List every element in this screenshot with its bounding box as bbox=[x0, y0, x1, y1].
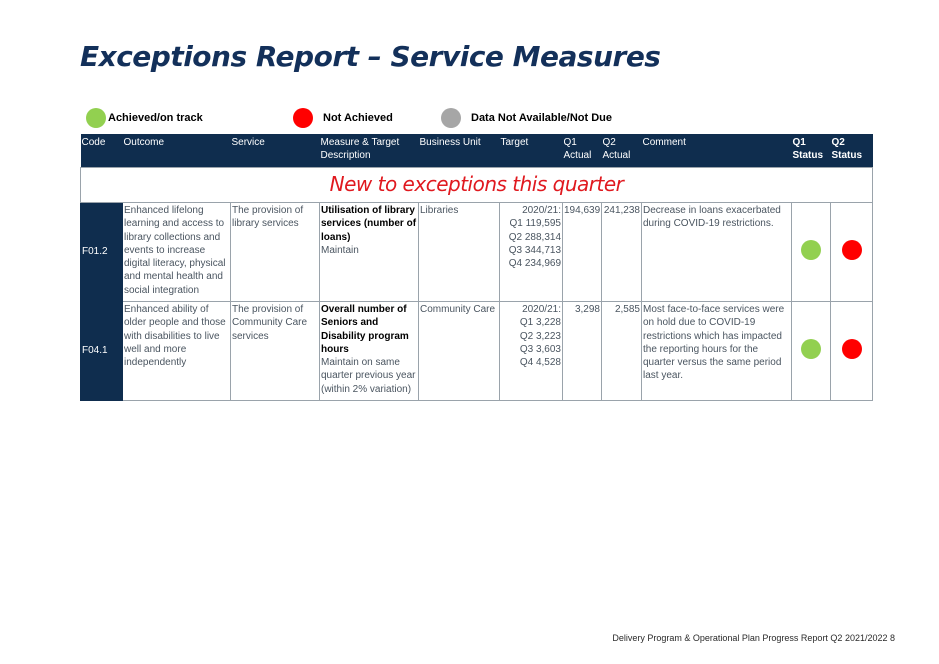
table-row bbox=[81, 203, 873, 302]
row-business-unit: Community Care bbox=[419, 302, 500, 401]
target-line: Q4 4,528 bbox=[519, 357, 561, 369]
legend-label: Data Not Available/Not Due bbox=[471, 112, 612, 124]
red-status-dot-icon bbox=[842, 240, 862, 260]
table-row bbox=[81, 302, 873, 401]
header-code: Code bbox=[81, 134, 123, 168]
measure-title: Utilisation of library services (number of loans) bbox=[321, 205, 417, 243]
red-status-dot-icon bbox=[842, 339, 862, 359]
green-status-dot-icon bbox=[801, 339, 821, 359]
row-measure bbox=[320, 203, 419, 302]
legend-not-available bbox=[441, 107, 612, 129]
header-target: Target bbox=[500, 134, 563, 168]
row-measure bbox=[320, 302, 419, 401]
row-comment: Decrease in loans exacerbated during COVID-19 restrictions. bbox=[642, 203, 792, 302]
target-line: 2020/21: bbox=[522, 304, 561, 315]
header-measure: Measure & Target Description bbox=[320, 134, 419, 168]
measure-target: Maintain on same quarter previous year (within 2% variation) bbox=[321, 357, 416, 395]
page-footer: Delivery Program & Operational Plan Progress Report Q2 2021/2022 8 bbox=[612, 633, 895, 643]
header-comment: Comment bbox=[642, 134, 792, 168]
row-service: The provision of Community Care services bbox=[231, 302, 320, 401]
row-q2-actual: 241,238 bbox=[602, 203, 642, 302]
row-q1-actual: 194,639 bbox=[563, 203, 602, 302]
row-q1-status bbox=[792, 203, 831, 302]
green-status-dot-icon bbox=[86, 108, 106, 128]
row-target bbox=[500, 302, 563, 401]
row-q2-status bbox=[831, 302, 873, 401]
header-q1-status: Q1 Status bbox=[792, 134, 831, 168]
row-q1-actual: 3,298 bbox=[563, 302, 602, 401]
table-header-row bbox=[81, 134, 873, 168]
header-q1-actual: Q1 Actual bbox=[563, 134, 602, 168]
row-q2-status bbox=[831, 203, 873, 302]
measure-target: Maintain bbox=[321, 244, 359, 256]
legend-not-achieved bbox=[293, 107, 393, 129]
row-q2-actual: 2,585 bbox=[602, 302, 642, 401]
green-status-dot-icon bbox=[801, 240, 821, 260]
target-line: Q2 3,223 bbox=[519, 330, 561, 342]
row-comment: Most face-to-face services were on hold due to COVID-19 restrictions which has impacted the reporting hours for the quarter versus the same period last year. bbox=[642, 302, 792, 401]
target-line: 2020/21: bbox=[522, 205, 561, 216]
target-line: Q4 234,969 bbox=[508, 258, 561, 270]
exceptions-table bbox=[80, 134, 873, 401]
row-code: F01.2 bbox=[81, 203, 123, 302]
red-status-dot-icon bbox=[293, 108, 313, 128]
target-line: Q2 288,314 bbox=[508, 231, 561, 243]
grey-status-dot-icon bbox=[441, 108, 461, 128]
measure-title: Overall number of Seniors and Disability program hours bbox=[321, 304, 409, 355]
target-line: Q1 3,228 bbox=[519, 317, 561, 329]
legend-label: Achieved/on track bbox=[108, 112, 203, 124]
legend-label: Not Achieved bbox=[323, 112, 393, 124]
target-line: Q3 3,603 bbox=[519, 343, 561, 355]
row-business-unit: Libraries bbox=[419, 203, 500, 302]
header-q2-actual: Q2 Actual bbox=[602, 134, 642, 168]
target-line: Q3 344,713 bbox=[508, 244, 561, 256]
target-line: Q1 119,595 bbox=[509, 218, 561, 230]
row-q1-status bbox=[792, 302, 831, 401]
header-outcome: Outcome bbox=[123, 134, 231, 168]
page-title: Exceptions Report – Service Measures bbox=[80, 40, 661, 73]
header-service: Service bbox=[231, 134, 320, 168]
row-target bbox=[500, 203, 563, 302]
section-row bbox=[81, 168, 873, 203]
legend-achieved bbox=[86, 107, 203, 129]
row-outcome: Enhanced lifelong learning and access to library collections and events to increase digital literacy, physical and mental health and social integration bbox=[123, 203, 231, 302]
row-code: F04.1 bbox=[81, 302, 123, 401]
section-title: New to exceptions this quarter bbox=[81, 168, 873, 203]
header-q2-status: Q2 Status bbox=[831, 134, 873, 168]
row-service: The provision of library services bbox=[231, 203, 320, 302]
row-outcome: Enhanced ability of older people and those with disabilities to live well and more independently bbox=[123, 302, 231, 401]
header-business-unit: Business Unit bbox=[419, 134, 500, 168]
